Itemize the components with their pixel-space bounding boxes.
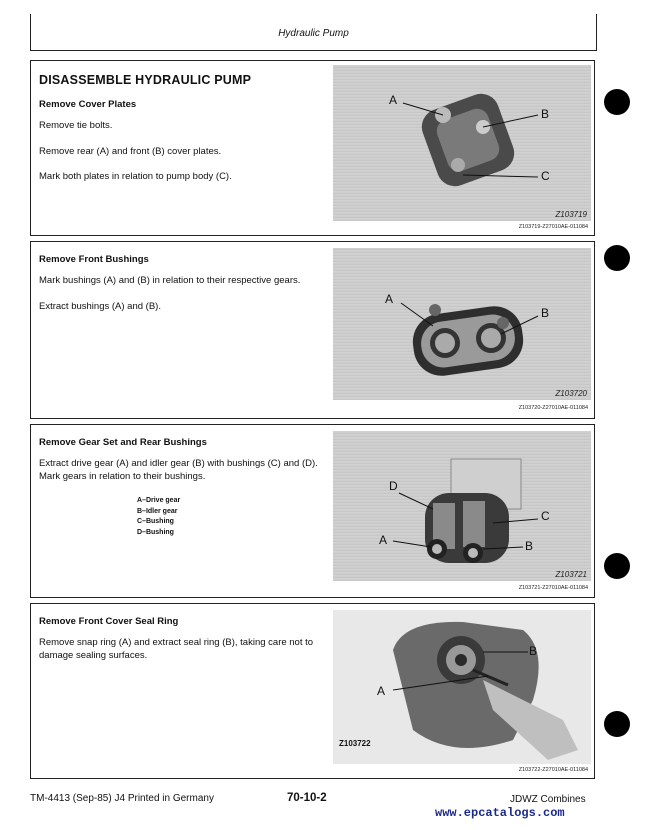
gear-set-photo	[333, 431, 591, 581]
seal-ring-illustration	[333, 610, 591, 764]
footer-doc-info: TM-4413 (Sep-85) J4 Printed in Germany	[30, 793, 214, 804]
section-text	[39, 604, 324, 675]
legend-item: B–Idler gear	[137, 507, 178, 515]
figure-caption: Z103722-Z27010AE-011084	[518, 767, 588, 773]
section-front-bushings	[30, 241, 595, 419]
callout-a: A	[379, 533, 388, 547]
watermark-link[interactable]: www.epcatalogs.com	[435, 806, 565, 820]
sub-heading: Remove Gear Set and Rear Bushings	[39, 437, 207, 448]
pump-cover-photo	[333, 65, 591, 221]
registration-dot	[604, 711, 630, 737]
instruction-text: Mark bushings (A) and (B) in relation to their respective gears.	[39, 275, 301, 286]
sub-heading: Remove Cover Plates	[39, 99, 137, 110]
callout-b: B	[541, 107, 550, 121]
main-heading: DISASSEMBLE HYDRAULIC PUMP	[39, 73, 252, 87]
footer-product: JDWZ Combines	[510, 794, 586, 805]
instruction-text: Remove tie bolts.	[39, 120, 113, 131]
sub-heading: Remove Front Cover Seal Ring	[39, 616, 179, 627]
section-text	[39, 425, 324, 538]
callout-b: B	[541, 306, 550, 320]
instruction-text: Mark both plates in relation to pump body (C).	[39, 171, 232, 182]
photo-id: Z103722	[339, 739, 371, 748]
callout-c: C	[541, 169, 550, 183]
bushings-illustration	[333, 248, 591, 400]
callout-b: B	[529, 644, 538, 658]
section-gear-set	[30, 424, 595, 598]
section-text	[39, 61, 324, 197]
front-bushings-photo	[333, 248, 591, 400]
legend-item: D–Bushing	[137, 528, 174, 536]
callout-c: C	[541, 509, 550, 523]
callout-a: A	[377, 684, 386, 698]
callout-a: A	[385, 292, 394, 306]
page-header	[30, 14, 597, 51]
instruction-text: Remove rear (A) and front (B) cover plates.	[39, 145, 222, 157]
parts-legend	[137, 496, 324, 538]
photo-id: Z103719	[555, 210, 587, 219]
legend-item: A–Drive gear	[137, 497, 181, 504]
figure-caption: Z103721-Z27010AE-011084	[518, 585, 588, 591]
instruction-text: Extract drive gear (A) and idler gear (B) with bushings (C) and (D). Mark gears in relation to their bushings.	[39, 458, 318, 482]
registration-dot	[604, 553, 630, 579]
page-number: 70-10-2	[287, 792, 327, 804]
callout-d: D	[389, 479, 398, 493]
registration-dot	[604, 245, 630, 271]
section-text	[39, 242, 324, 326]
registration-dot	[604, 89, 630, 115]
callout-a: A	[389, 93, 398, 107]
gear-illustration	[333, 431, 591, 581]
figure-caption: Z103720-Z27010AE-011084	[518, 405, 588, 411]
instruction-text: Remove snap ring (A) and extract seal ring (B), taking care not to damage sealing surfaces.	[39, 637, 314, 661]
callout-b: B	[525, 539, 534, 553]
pump-illustration	[333, 65, 591, 221]
header-title: Hydraulic Pump	[278, 28, 349, 39]
photo-id: Z103721	[555, 570, 587, 579]
section-cover-plates	[30, 60, 595, 236]
seal-ring-photo	[333, 610, 591, 764]
sub-heading: Remove Front Bushings	[39, 254, 149, 265]
instruction-text: Extract bushings (A) and (B).	[39, 300, 161, 312]
figure-caption: Z103719-Z27010AE-011084	[518, 224, 588, 230]
photo-id: Z103720	[555, 389, 587, 398]
section-seal-ring	[30, 603, 595, 779]
legend-item: C–Bushing	[137, 518, 174, 525]
